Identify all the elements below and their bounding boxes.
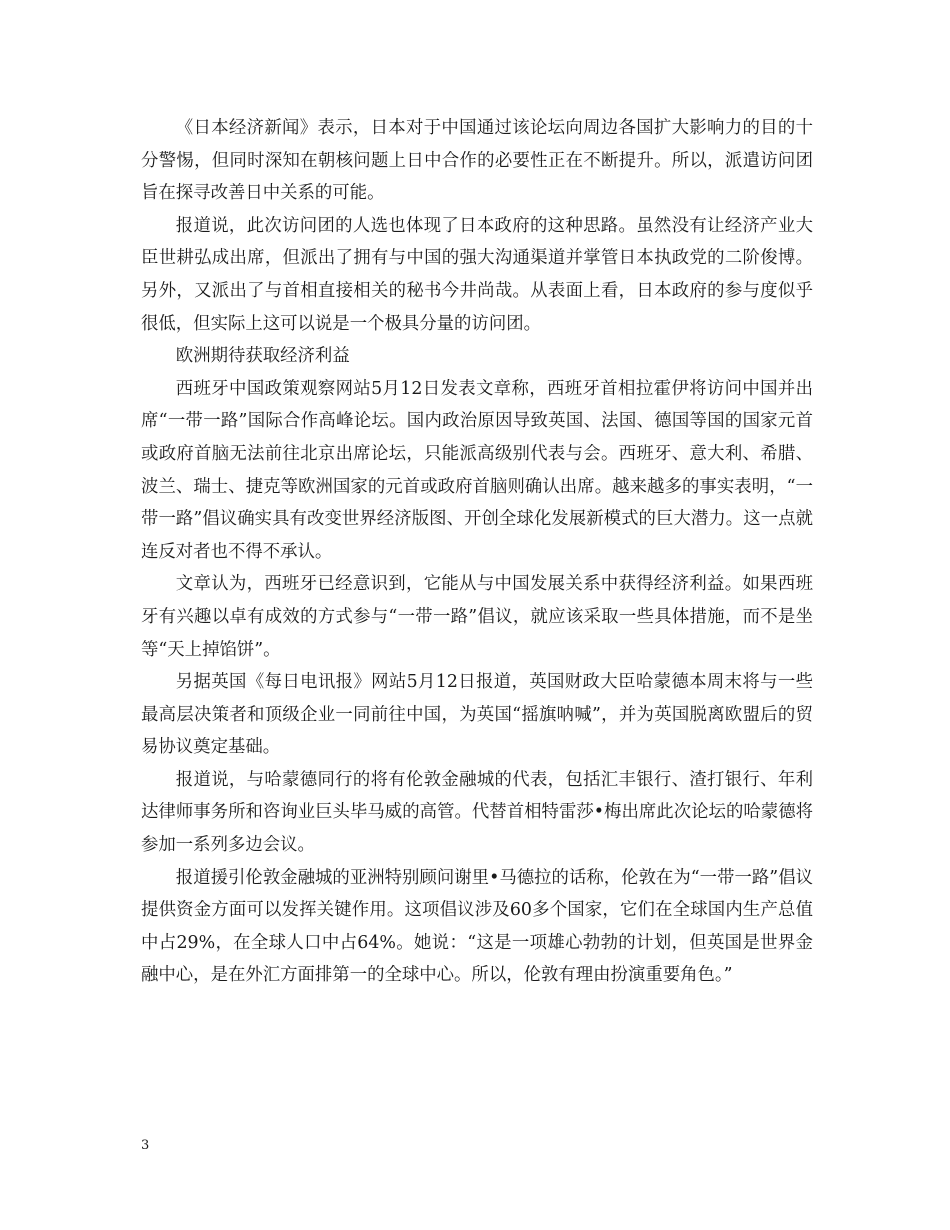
section-heading-europe: 欧洲期待获取经济利益 [175,346,350,367]
paragraph-london-role: 报道援引伦敦金融城的亚洲特别顾问谢里•马德拉的话称，伦敦在为“一带一路”倡议提供资金方面可以发挥关键作用。这项倡议涉及60多个国家，它们在全球国内生产总值中占29%，在全球人口中占64%。她说：“这是一项雄心勃勃的计划，但英国是世界金融中心，是在外汇方面排第一的全球中心。所以，伦敦有理由扮演重要角色。” [141,867,813,986]
page-number: 3 [141,1138,150,1153]
paragraph-spain-benefits: 文章认为，西班牙已经意识到，它能从与中国发展关系中获得经济利益。如果西班牙有兴趣以卓有成效的方式参与“一带一路”倡议，就应该采取一些具体措施，而不是坐等“天上掉馅饼”。 [141,574,813,660]
paragraph-japan-concern: 《日本经济新闻》表示，日本对于中国通过该论坛向周边各国扩大影响力的目的十分警惕，但同时深知在朝核问题上日中合作的必要性正在不断提升。所以，派遣访问团旨在探寻改善日中关系的可能。 [141,118,813,204]
article-body [141,112,813,992]
paragraph-delegation-selection: 报道说，此次访问团的人选也体现了日本政府的这种思路。虽然没有让经济产业大臣世耕弘成出席，但派出了拥有与中国的强大沟通渠道并掌管日本执政党的二阶俊博。另外，又派出了与首相直接相关的秘书今井尚哉。从表面上看，日本政府的参与度似乎很低，但实际上这可以说是一个极具分量的访问团。 [141,215,813,334]
paragraph-uk-telegraph: 另据英国《每日电讯报》网站5月12日报道，英国财政大臣哈蒙德本周末将与一些最高层决策者和顶级企业一同前往中国，为英国“摇旗呐喊”，并为英国脱离欧盟后的贸易协议奠定基础。 [141,672,813,758]
paragraph-spain-policy: 西班牙中国政策观察网站5月12日发表文章称，西班牙首相拉霍伊将访问中国并出席“一带一路”国际合作高峰论坛。国内政治原因导致英国、法国、德国等国的国家元首或政府首脑无法前往北京出席论坛，只能派高级别代表与会。西班牙、意大利、希腊、波兰、瑞士、捷克等欧洲国家的元首或政府首脑则确认出席。越来越多的事实表明，“一带一路”倡议确实具有改变世界经济版图、开创全球化发展新模式的巨大潜力。这一点就连反对者也不得不承认。 [141,378,813,562]
paragraph-hammond-delegation: 报道说，与哈蒙德同行的将有伦敦金融城的代表，包括汇丰银行、渣打银行、年利达律师事务所和咨询业巨头毕马威的高管。代替首相特雷莎•梅出席此次论坛的哈蒙德将参加一系列多边会议。 [141,769,813,856]
